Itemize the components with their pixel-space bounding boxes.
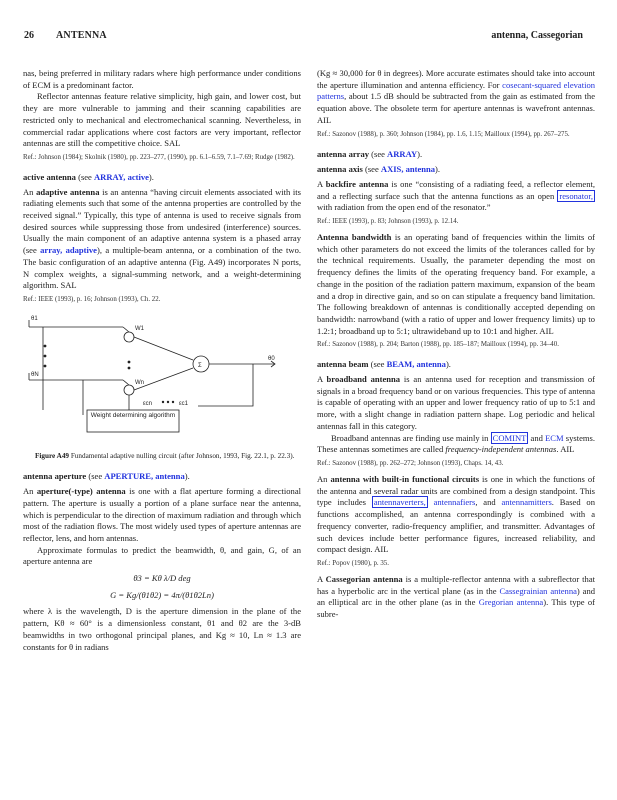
link-cassegrainian[interactable]: Cassegrainian antenna xyxy=(499,585,577,596)
link-resonator[interactable]: resonator, xyxy=(559,190,593,201)
reference: Ref.: Johnson (1984); Skolnik (1980), pp. 223–277, (1990), pp. 6.1–6.59, 7.1–7.69; Rudge (1982). xyxy=(23,153,295,161)
reference: Ref.: Sazonov (1988), p. 360; Johnson (1984), pp. 1.6, 1.15; Mailloux (1994), pp. 267–275. xyxy=(317,130,570,138)
formula-gain: G = Kg/(θ1θ2) = 4π/(θ1θ2Ln) xyxy=(110,589,214,600)
running-head: antenna, Cassegorian xyxy=(491,30,583,41)
formula-beamwidth: θ3 = Kθ λ/D deg xyxy=(133,573,191,584)
entry-antenna-beam: antenna beam (see BEAM, antenna). xyxy=(317,359,451,370)
link-antennamitters[interactable]: antennamitters xyxy=(501,497,552,508)
entry-backfire-antenna: A backfire antenna is one “consisting of a radiating feed, a reflector element, and a reflecting surface such that the antenna functions as an open resonator, with radiation from the open end of the resonator.” xyxy=(317,178,596,213)
entry-cassegorian-antenna: A Cassegorian antenna is a multiple-reflector antenna with a subreflector that has a hyperbolic arc in the vertical plane (as in the Cassegrainian antenna) and an elliptical arc in the other plane (as in the Gregorian antenna). This type of subre- xyxy=(317,573,596,620)
page-number: 26 xyxy=(24,30,34,41)
figure-a49 xyxy=(23,310,301,448)
label-thetaN: θN xyxy=(31,371,39,378)
link-array-active[interactable]: ARRAY, active xyxy=(94,171,149,182)
entry-adaptive-antenna: An adaptive antenna is an antenna “having circuit elements associated with its radiating elements such that some of the antenna properties are controlled by the received signal.” Typically, this type of antenna is used to receive signals from desired sources while suppressing those from undesired (interference) sources. Usually the main component of an adaptive antenna system is a phased array (see array, adaptive), a multiple-beam antenna, or a combination of the two. The basic configuration of an adaptive antenna (Fig. A49) incorporates N ports, N complex weights, a signal-summing network, and a weight-determining algorithm. SAL xyxy=(23,186,301,291)
link-comint[interactable]: COMINT xyxy=(492,432,527,443)
link-gregorian[interactable]: Gregorian antenna xyxy=(478,597,544,608)
link-array-adaptive[interactable]: array, adaptive xyxy=(40,245,97,256)
reference: Ref.: Popov (1980), p. 35. xyxy=(317,559,389,567)
link-axis-antenna[interactable]: AXIS, antenna xyxy=(380,164,436,175)
entry-broadband-antenna: A broadband antenna is an antenna used for reception and transmission of signals in a broad frequency band or on various frequencies. This type of antenna is capable of operating with an upper and lower frequency ratio of up to 5:1 and more, with a slight change in radiation pattern shape. Log periodic and helical antennas fall in this category. xyxy=(317,374,596,431)
reference: Ref.: IEEE (1993), p. 16; Johnson (1993), Ch. 22. xyxy=(23,295,161,303)
link-beam-antenna[interactable]: BEAM, antenna xyxy=(386,359,446,370)
algorithm-box-label: Weight determining algorithm xyxy=(90,411,176,419)
link-array[interactable]: ARRAY xyxy=(387,148,418,159)
entry-active-antenna: active antenna (see ARRAY, active). xyxy=(23,171,154,182)
link-antennafiers[interactable]: antennafiers xyxy=(433,497,476,508)
left-column xyxy=(23,68,301,653)
paragraph: Approximate formulas to predict the beamwidth, θ, and gain, G, of an aperture antenna are xyxy=(23,544,301,567)
label-ecn: εcn xyxy=(143,400,153,407)
right-column xyxy=(317,68,595,621)
paragraph: where λ is the wavelength, D is the aperture dimension in the plane of the pattern, Kθ ≈ 60° is a dimensionless constant, θ1 and θ2 are the 3-dB beamwidths in two orthogonal principal planes, and Kg ≈ 10, Ln ≈ 1.3 are constants for θ in radians xyxy=(23,606,301,652)
entry-antenna-bandwidth: Antenna bandwidth is an operating band of frequencies within the limits of which other parameters do not exceed the limits of the tolerances called for by the technical requirements. Usually, the parameter depending the most on frequency defines the limits of the operating frequency band. For example, a change in the position of the radiation pattern maximum, expansion of the beam and a drop in directive gain, and so on can stipulate a frequency band limitation. The following breakdown of antennas is conditionally accepted depending on bandwidth: narrowband (with a ratio of upper and lower frequency limits) up to 1.2:1; broadband up to 5:1; ultrawideband up to 10:1 and higher. AIL xyxy=(317,232,595,336)
label-output: θ0 xyxy=(268,355,275,362)
label-theta1: θ1 xyxy=(31,315,38,322)
entry-built-in-circuits: An antenna with built-in functional circuits is one in which the functions of the antenna and several radar units are combined from a design standpoint. This type includes antennaverters, antennafiers, and antennamitters. Based on functions accomplished, an antenna correspondingly is combined with a frequency converter, radio-frequency amplifier, and transmitter. Advantages of such devices include better performance figures, increased reliability, and compact design. AIL xyxy=(317,473,595,555)
entry-antenna-aperture: antenna aperture (see APERTURE, antenna). xyxy=(23,471,190,482)
link-ecm[interactable]: ECM xyxy=(545,432,564,443)
reference: Ref.: Sazonov (1988), pp. 262–272; Johnson (1993), Chaps. 14, 43. xyxy=(317,459,504,467)
reference: Ref.: Sazonov (1988), p. 204; Barton (1988), pp. 185–187; Mailloux (1994), pp. 34–40. xyxy=(317,341,559,349)
label-ec1: εc1 xyxy=(179,400,189,407)
paragraph: Broadband antennas are finding use mainly in COMINT and ECM systems. These antennas sometimes are called frequency-independent antennas. AIL xyxy=(317,432,595,455)
label-wn: Wn xyxy=(135,379,144,386)
link-cosecant[interactable]: cosecant-squared elevation patterns xyxy=(317,79,595,102)
entry-aperture-antenna: An aperture(-type) antenna is one with a flat aperture forming a directional pattern. The aperture is usually a portion of a plane surface near the antenna, which is perpendicular to the direction of maximum radiation and through which most of the radiation flows. The most widely used types of aperture antennas are reflector, lens, and horn antennas. xyxy=(23,486,301,543)
entry-antenna-array: antenna array (see ARRAY). xyxy=(317,148,423,159)
page-header xyxy=(24,30,583,44)
paragraph: Reflector antennas feature relative simplicity, high gain, and lower cost, but they are more vulnerable to jamming and their scanning capabilities are restricted only to mechanical and electromechanical scanning. Nevertheless, in commercial radar applications where cost factors are very important, reflector antennas are still the competitive choice. SAL xyxy=(23,91,301,149)
paragraph: nas, being preferred in military radars where high performance under conditions of ECM is a predominant factor. xyxy=(23,68,301,90)
link-aperture-antenna[interactable]: APERTURE, antenna xyxy=(104,471,185,482)
reference: Ref.: IEEE (1993), p. 83; Johnson (1993), p. 12.14. xyxy=(317,218,459,226)
adaptive-circuit-diagram xyxy=(23,310,301,448)
link-antennaverters[interactable]: antennaverters, xyxy=(373,497,426,508)
entry-antenna-axis: antenna axis (see AXIS, antenna). xyxy=(317,164,441,175)
section-title: ANTENNA xyxy=(56,30,107,41)
paragraph: (Kg ≈ 30,000 for θ in degrees). More accurate estimates should take into account the aperture illumination and antenna efficiency. For cosecant-squared elevation patterns, about 1.5 dB should be subtracted from the gain as estimated from the equation above. The obsolete term for aperture antennas is wavefront antennas. AIL xyxy=(317,68,595,125)
label-w1: W1 xyxy=(135,325,144,332)
figure-caption: Figure A49 Fundamental adaptive nulling circuit (after Johnson, 1993, Fig. 22.1, p. 22.3). xyxy=(35,451,295,460)
label-sum: Σ xyxy=(198,362,202,369)
